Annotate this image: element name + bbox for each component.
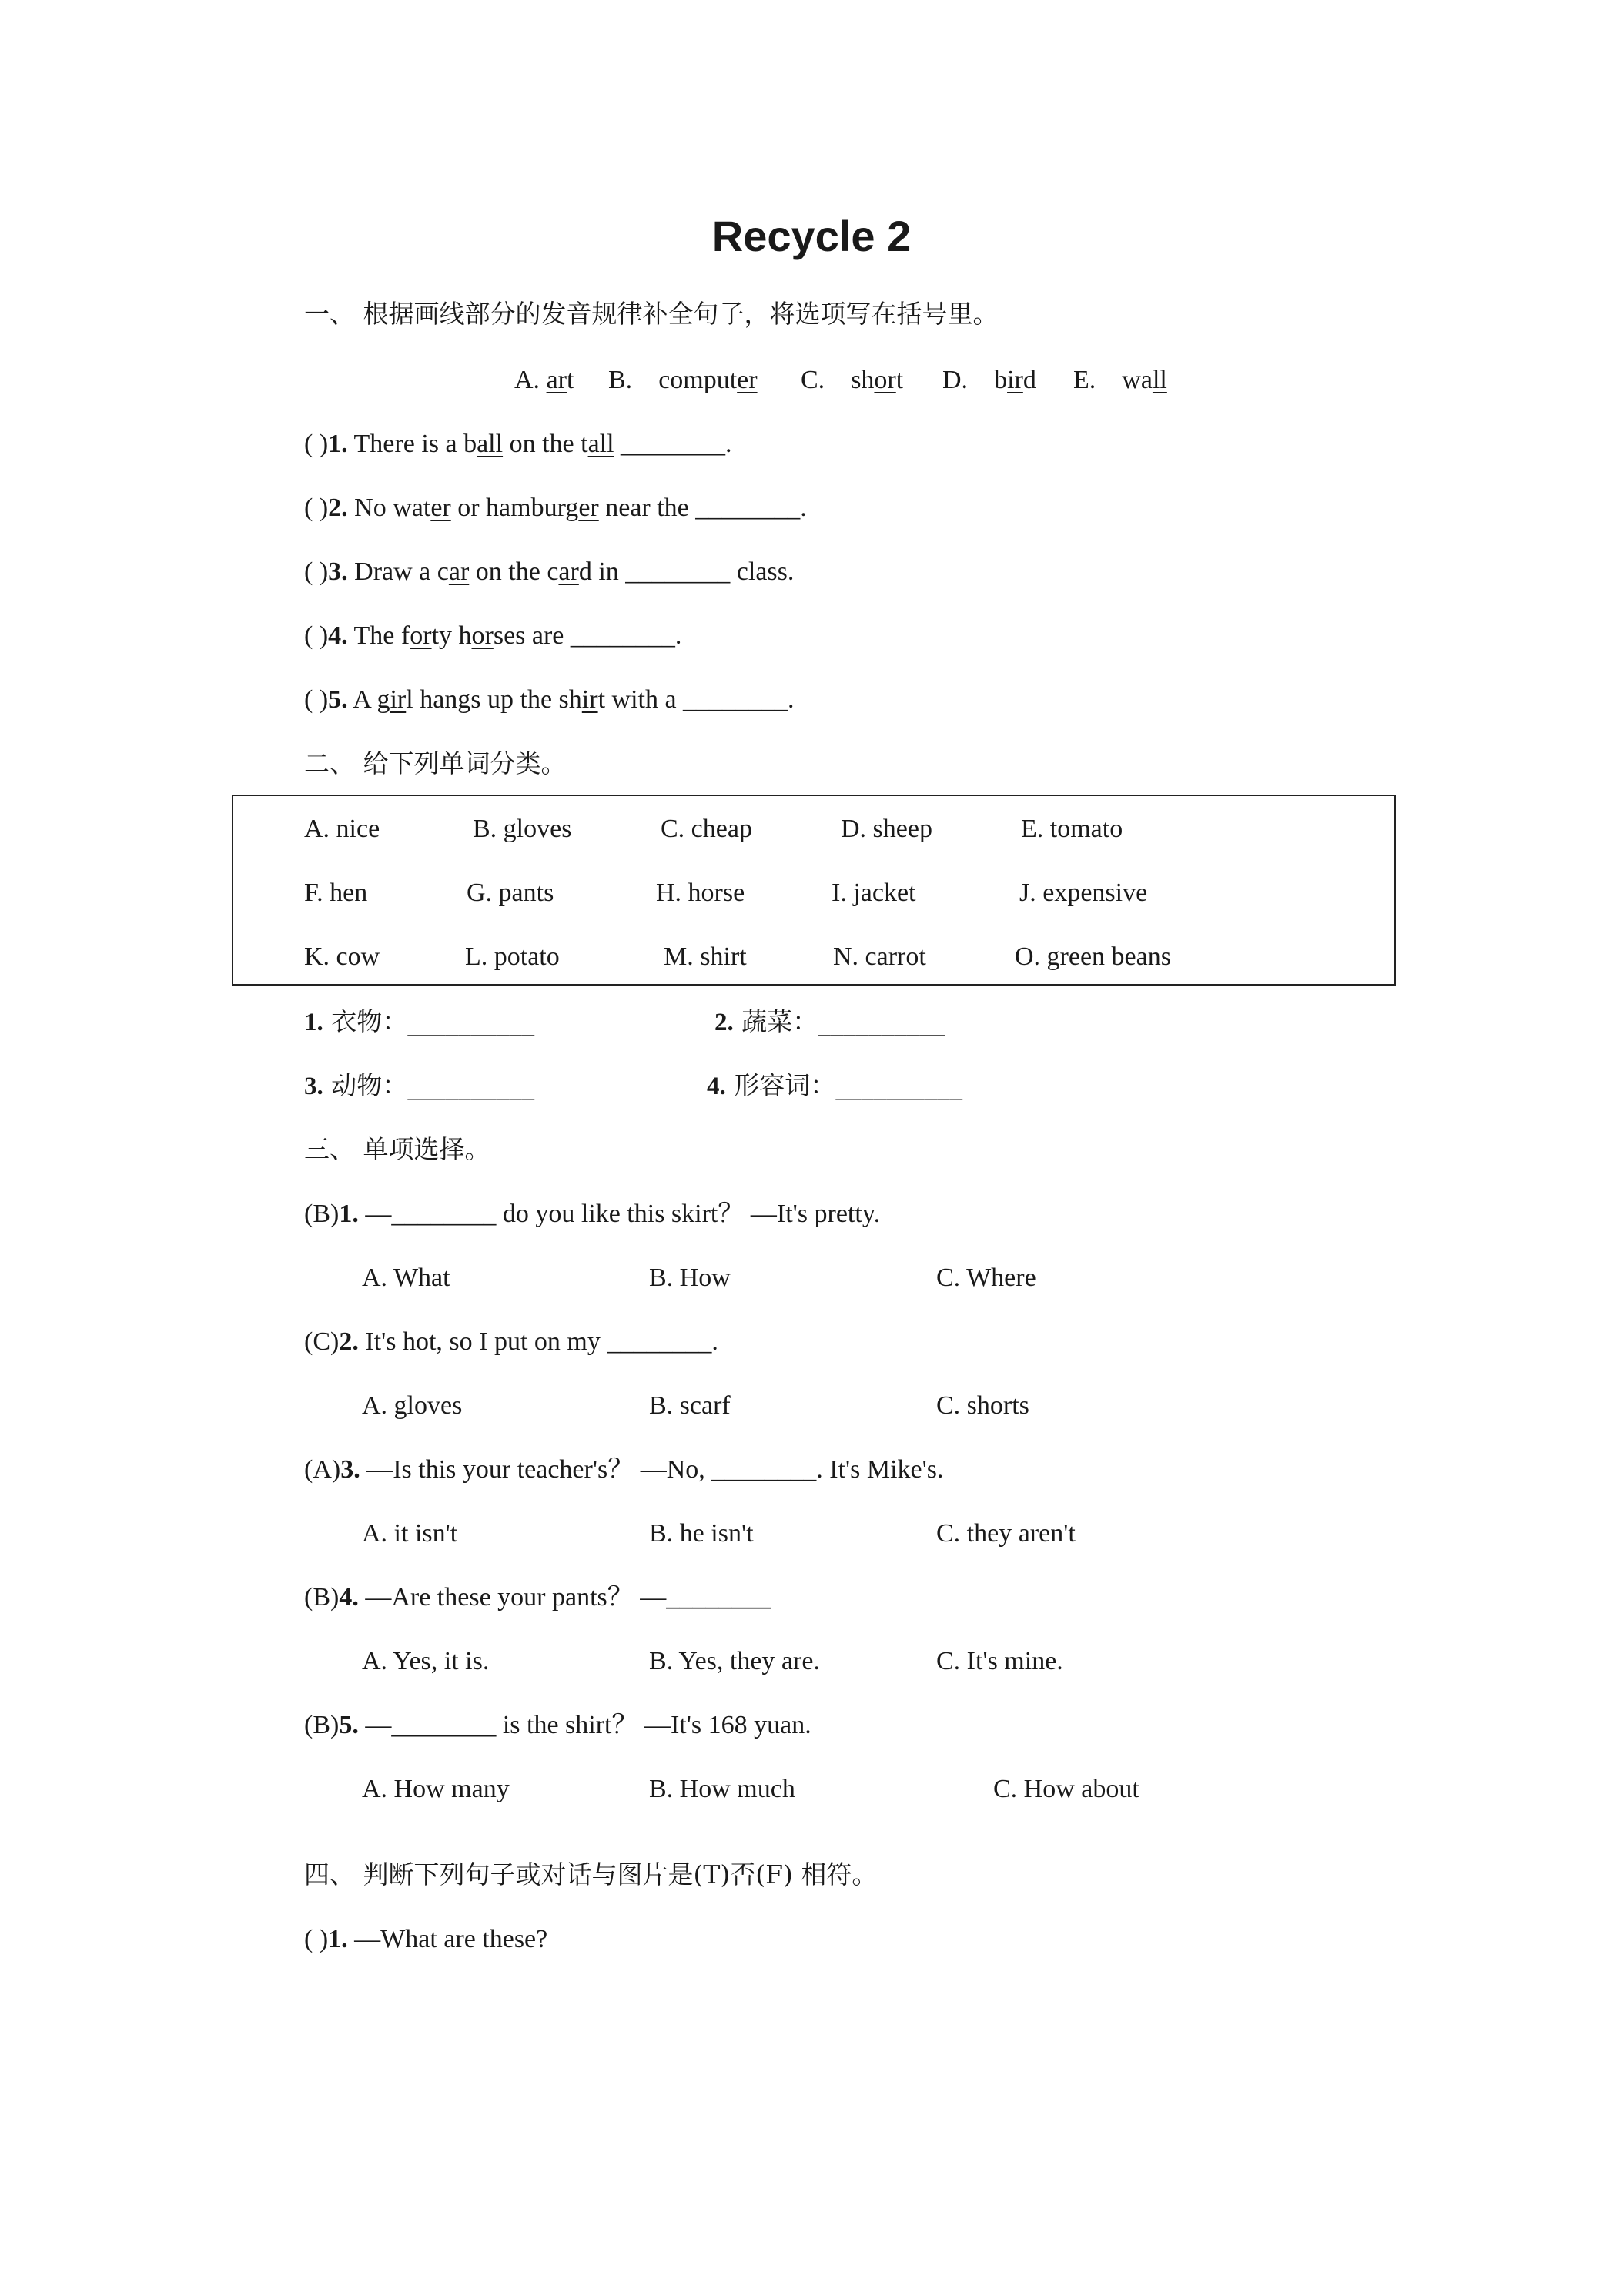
option-a-underlined: ar (546, 366, 567, 394)
category-adjectives (707, 1069, 962, 1103)
question-text: d in ________ class. (578, 557, 795, 586)
option-e-letter: E. (1073, 366, 1096, 394)
question-number: 3. (328, 557, 348, 586)
underlined-sound: ar (448, 557, 470, 586)
phonics-option-b (608, 363, 758, 397)
question-number: 2. (328, 494, 348, 522)
s4-question-1 (304, 1923, 547, 1956)
question-number: 5. (328, 685, 348, 714)
question-text: ses are ________. (493, 621, 682, 650)
option-c-pre: sh (851, 366, 875, 394)
option-e-underlined: ll (1152, 366, 1167, 394)
word-item: C. cheap (661, 815, 752, 843)
question-text: A g (347, 685, 390, 714)
question-stem: —________ do you like this skirt？ —It's pretty. (358, 1200, 881, 1228)
word-box (232, 795, 1396, 986)
answer[interactable]: (B) (304, 1200, 340, 1228)
s3-question-1 (304, 1197, 880, 1231)
answer[interactable]: (C) (304, 1327, 340, 1356)
section-4-heading: 四、 判断下列句子或对话与图片是(T)否(F) 相符。 (304, 1859, 878, 1889)
s3-question-3 (304, 1453, 944, 1487)
question-text: on the t (503, 430, 588, 458)
word-item: K. cow (304, 942, 380, 971)
phonics-option-e (1073, 363, 1167, 397)
option-d-letter: D. (942, 366, 969, 394)
word-item: F. hen (304, 879, 368, 907)
question-number: 4. (339, 1583, 359, 1612)
question-text: near the ________. (598, 494, 807, 522)
answer[interactable]: (B) (304, 1711, 340, 1739)
question-number: 1. (328, 430, 348, 458)
answer[interactable]: (A) (304, 1455, 341, 1484)
phonics-options (514, 363, 574, 397)
option-c-post: t (895, 366, 904, 394)
category-vegetables (714, 1005, 945, 1039)
question-number: 1. (328, 1925, 348, 1953)
category-clothes-label[interactable]: 衣物：__________ (323, 1006, 535, 1036)
choice-c[interactable]: C. Where (936, 1263, 1036, 1292)
underlined-sound: ir (390, 685, 407, 714)
underlined-sound: all (477, 430, 504, 458)
category-clothes (304, 1005, 534, 1039)
question-text: or hamburg (450, 494, 579, 522)
word-item: J. expensive (1019, 879, 1148, 907)
page-title: Recycle 2 (711, 212, 912, 260)
section-3-heading: 三、 单项选择。 (304, 1134, 490, 1164)
question-text: No wat (347, 494, 431, 522)
question-number: 1. (339, 1200, 359, 1228)
option-d-underlined: ir (1007, 366, 1023, 394)
option-c-letter: C. (801, 366, 825, 394)
option-a-letter: A. (514, 366, 540, 394)
category-vegetables-label[interactable]: 蔬菜：__________ (733, 1006, 945, 1036)
answer-paren[interactable]: ( ) (304, 494, 329, 522)
word-item: A. nice (304, 815, 380, 843)
phonics-option-c (801, 363, 903, 397)
word-item: G. pants (467, 879, 554, 907)
choice-a[interactable]: A. What (362, 1263, 450, 1292)
s1-question-5 (304, 683, 795, 717)
question-text: —What are these? (347, 1925, 548, 1953)
word-item: B. gloves (473, 815, 572, 843)
question-text: ________. (614, 430, 732, 458)
question-number: 4. (328, 621, 348, 650)
word-item: L. potato (465, 942, 560, 971)
question-text: on the c (469, 557, 559, 586)
choice-b[interactable]: B. scarf (649, 1391, 731, 1420)
choice-b[interactable]: B. Yes, they are. (649, 1647, 820, 1675)
answer[interactable]: (B) (304, 1583, 340, 1612)
category-animals (304, 1069, 534, 1103)
word-item: D. sheep (841, 815, 932, 843)
s3-question-2 (304, 1325, 718, 1359)
option-a-post: t (566, 366, 574, 394)
choice-b[interactable]: B. How much (649, 1775, 795, 1803)
option-d-pre: b (994, 366, 1008, 394)
underlined-sound: ar (558, 557, 579, 586)
answer-paren[interactable]: ( ) (304, 685, 329, 714)
word-item: O. green beans (1015, 942, 1171, 971)
choice-a[interactable]: A. How many (362, 1775, 510, 1803)
question-stem: It's hot, so I put on my ________. (358, 1327, 718, 1356)
section-1-heading: 一、 根据画线部分的发音规律补全句子，将选项写在括号里。 (304, 299, 999, 329)
question-number: 2. (339, 1327, 359, 1356)
underlined-sound: er (430, 494, 451, 522)
s3-question-5 (304, 1709, 812, 1742)
question-text: ty h (431, 621, 472, 650)
category-number: 3. (304, 1073, 323, 1100)
option-d-post: d (1022, 366, 1036, 394)
choice-a[interactable]: A. it isn't (362, 1519, 458, 1548)
word-item: M. shirt (664, 942, 747, 971)
word-item: H. horse (656, 879, 745, 907)
option-b-underlined: er (737, 366, 758, 394)
answer-paren[interactable]: ( ) (304, 557, 329, 586)
question-number: 5. (339, 1711, 359, 1739)
question-stem: —Are these your pants？ —________ (358, 1583, 771, 1612)
question-stem: —Is this your teacher's？ —No, ________. It's Mike's. (360, 1455, 944, 1484)
word-item: I. jacket (832, 879, 916, 907)
s1-question-3 (304, 555, 794, 589)
choice-c[interactable]: C. It's mine. (936, 1647, 1063, 1675)
choice-a[interactable]: A. Yes, it is. (362, 1647, 490, 1675)
answer-paren[interactable]: ( ) (304, 621, 329, 650)
s1-question-2 (304, 491, 807, 525)
option-c-underlined: or (874, 366, 896, 394)
category-adjectives-label[interactable]: 形容词：__________ (725, 1070, 963, 1100)
question-stem: —________ is the shirt？ —It's 168 yuan. (358, 1711, 812, 1739)
category-number: 4. (707, 1073, 726, 1100)
question-number: 3. (340, 1455, 360, 1484)
option-b-letter: B. (608, 366, 633, 394)
choice-c[interactable]: C. they aren't (936, 1519, 1076, 1548)
phonics-option-d (942, 363, 1036, 397)
choice-b[interactable]: B. he isn't (649, 1519, 754, 1548)
underlined-sound: er (578, 494, 599, 522)
category-number: 2. (714, 1009, 734, 1036)
choice-a[interactable]: A. gloves (362, 1391, 463, 1420)
underlined-sound: or (471, 621, 494, 650)
choice-b[interactable]: B. How (649, 1263, 731, 1292)
option-e-pre: wa (1122, 366, 1153, 394)
underlined-sound: ir (581, 685, 598, 714)
choice-c[interactable]: C. shorts (936, 1391, 1029, 1420)
question-text: The f (347, 621, 410, 650)
s1-question-1 (304, 427, 732, 461)
question-text: t with a ________. (597, 685, 795, 714)
choice-c[interactable]: C. How about (993, 1775, 1139, 1803)
underlined-sound: all (587, 430, 614, 458)
category-number: 1. (304, 1009, 323, 1036)
section-2-heading: 二、 给下列单词分类。 (304, 748, 567, 778)
answer-paren[interactable]: ( ) (304, 1925, 329, 1953)
option-b-pre: comput (658, 366, 738, 394)
question-text: Draw a c (347, 557, 449, 586)
s3-question-4 (304, 1581, 771, 1615)
word-item: E. tomato (1021, 815, 1123, 843)
answer-paren[interactable]: ( ) (304, 430, 329, 458)
question-text: l hangs up the sh (406, 685, 582, 714)
category-animals-label[interactable]: 动物：__________ (323, 1070, 535, 1100)
underlined-sound: or (410, 621, 432, 650)
question-text: There is a b (347, 430, 477, 458)
word-item: N. carrot (833, 942, 926, 971)
s1-question-4 (304, 619, 681, 653)
